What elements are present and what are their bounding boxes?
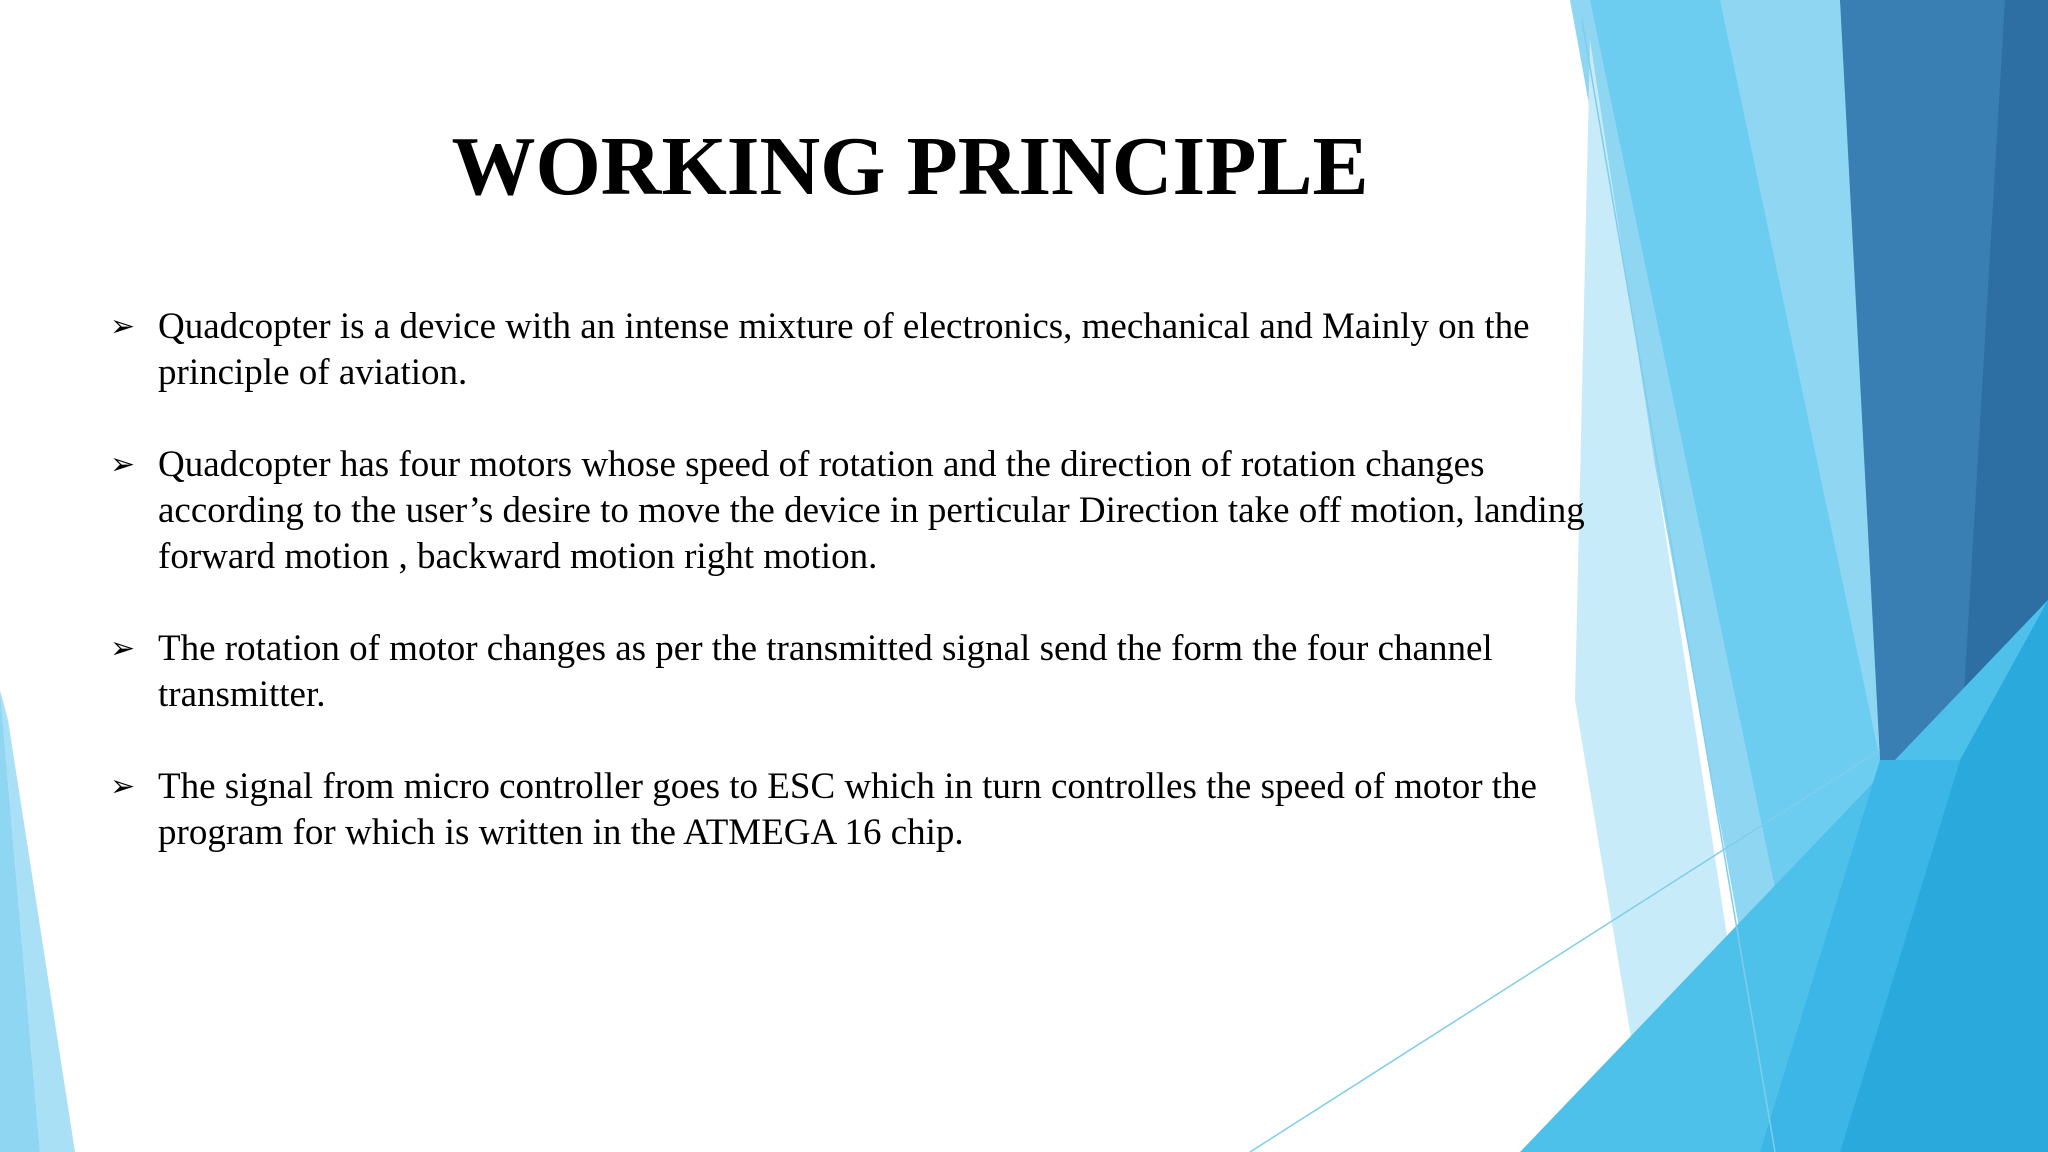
bullet-text: The signal from micro controller goes to ESC which in turn controlles the speed of motor the program for which is written in the ATMEGA 16 chip. <box>158 766 1537 853</box>
list-item <box>110 442 1610 580</box>
bullet-text: The rotation of motor changes as per the transmitted signal send the form the four channel transmitter. <box>158 628 1493 715</box>
list-item <box>110 626 1610 718</box>
arrowhead-bullet-icon: ➢ <box>110 447 136 482</box>
bullet-text: Quadcopter is a device with an intense mixture of electronics, mechanical and Mainly on the principle of aviation. <box>158 306 1530 393</box>
arrowhead-bullet-icon: ➢ <box>110 769 136 804</box>
bullet-list <box>110 304 1610 902</box>
slide-title: WORKING PRINCIPLE <box>451 120 1369 213</box>
list-item <box>110 764 1610 856</box>
bullet-text: Quadcopter has four motors whose speed of rotation and the direction of rotation changes according to the user’s desire to move the device in perticular Direction take off motion, landing forward motion , backward motion right motion. <box>158 444 1585 577</box>
arrowhead-bullet-icon: ➢ <box>110 631 136 666</box>
list-item <box>110 304 1610 396</box>
arrowhead-bullet-icon: ➢ <box>110 309 136 344</box>
